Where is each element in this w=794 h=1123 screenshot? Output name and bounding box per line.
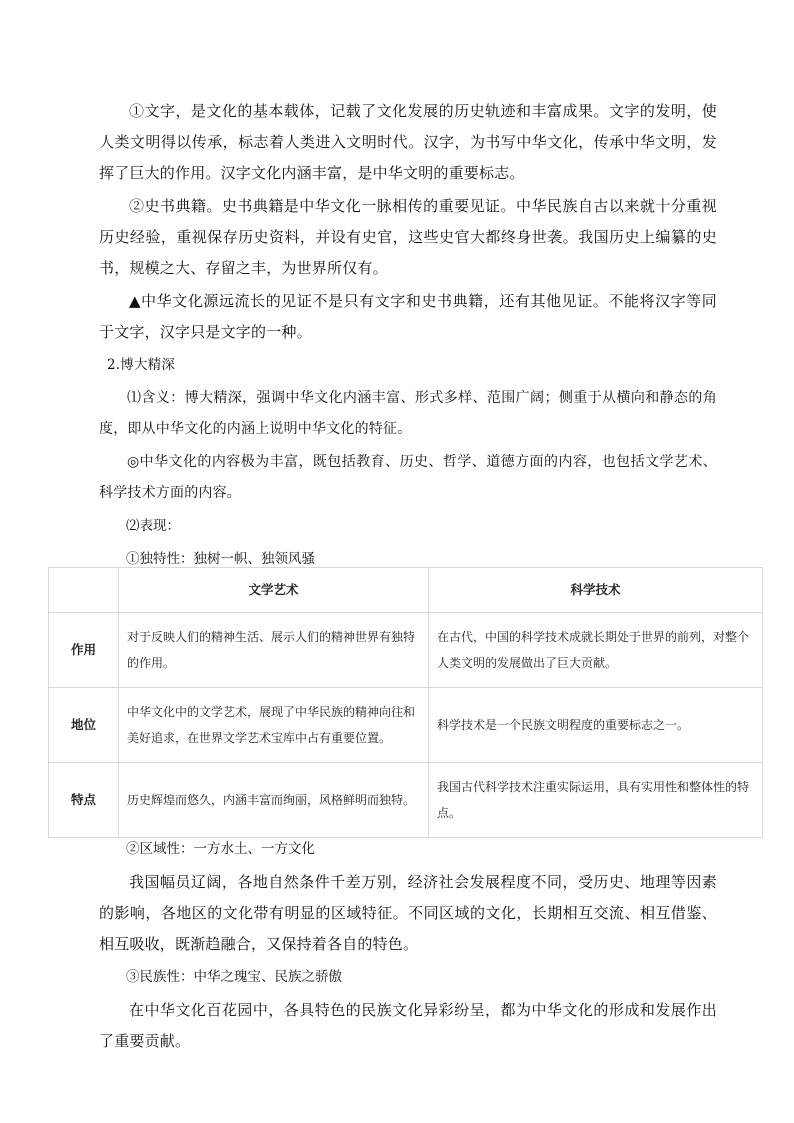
paragraph-writing: ①文字，是文化的基本载体，记载了文化发展的历史轨迹和丰富成果。文字的发明，使人类文明得以传承，标志着人类进入文明时代。汉字，为书写中华文化，传承中华文明，发挥了巨大的作用。汉字文化内涵丰富，是中华文明的重要标志。: [99, 102, 717, 182]
national-label: ③民族性：中华之瑰宝、民族之骄傲: [126, 969, 342, 985]
table-header-row: [49, 568, 763, 613]
paragraph-meaning: ⑴含义：博大精深，强调中华文化内涵丰富、形式多样、范围广阔；侧重于从横向和静态的角度，即从中华文化的内涵上说明中华文化的特征。: [99, 390, 717, 437]
table-header-empty: [49, 568, 119, 613]
table-cell: 科学技术是一个民族文明程度的重要标志之一。: [429, 688, 763, 763]
table-header-science: 科学技术: [429, 568, 763, 613]
table-cell: 中华文化中的文学艺术，展现了中华民族的精神向往和美好追求，在世界文学艺术宝库中占有重要位置。: [119, 688, 429, 763]
row-label: 特点: [49, 763, 119, 838]
table-cell: 我国古代科学技术注重实际运用，具有实用性和整体性的特点。: [429, 763, 763, 838]
paragraph-content: ◎中华文化的内容极为丰富，既包括教育、历史、哲学、道德方面的内容，也包括文学艺术、科学技术方面的内容。: [99, 454, 717, 501]
regional-label: ②区域性：一方水土、一方文化: [126, 841, 315, 857]
document-body-bottom: [99, 834, 717, 1059]
table-cell: 对于反映人们的精神生活、展示人们的精神世界有独特的作用。: [119, 613, 429, 688]
table-row: [49, 763, 763, 838]
table-row: [49, 613, 763, 688]
uniqueness-label: ①独特性：独树一帜、独领风骚: [126, 551, 315, 567]
document-body-top: [99, 96, 717, 577]
paragraph-history-books: ②史书典籍。史书典籍是中华文化一脉相传的重要见证。中华民族自古以来就十分重视历史经验，重视保存历史资料，并设有史官，这些史官大都终身世袭。我国历史上编纂的史书，规模之大、存留之丰，为世界所仅有。: [99, 197, 717, 277]
table-cell: 历史辉煌而悠久，内涵丰富而绚丽，风格鲜明而独特。: [119, 763, 429, 838]
performance-label: ⑵表现：: [126, 518, 180, 534]
comparison-table-wrap: [48, 567, 762, 838]
paragraph-note: ▲中华文化源远流长的见证不是只有文字和史书典籍，还有其他见证。不能将汉字等同于文字，汉字只是文字的一种。: [99, 292, 717, 341]
row-label: 作用: [49, 613, 119, 688]
row-label: 地位: [49, 688, 119, 763]
section-heading: 2.博大精深: [107, 357, 176, 373]
table-header-literature: 文学艺术: [119, 568, 429, 613]
paragraph-regional: 我国幅员辽阔，各地自然条件千差万别，经济社会发展程度不同，受历史、地理等因素的影响，各地区的文化带有明显的区域特征。不同区域的文化，长期相互交流、相互借鉴、相互吸收，既渐趋融合，又保持着各自的特色。: [99, 873, 717, 953]
paragraph-national: 在中华文化百花园中，各具特色的民族文化异彩纷呈，都为中华文化的形成和发展作出了重要贡献。: [99, 1001, 717, 1050]
comparison-table: [48, 567, 763, 838]
table-cell: 在古代，中国的科学技术成就长期处于世界的前列，对整个人类文明的发展做出了巨大贡献。: [429, 613, 763, 688]
table-row: [49, 688, 763, 763]
